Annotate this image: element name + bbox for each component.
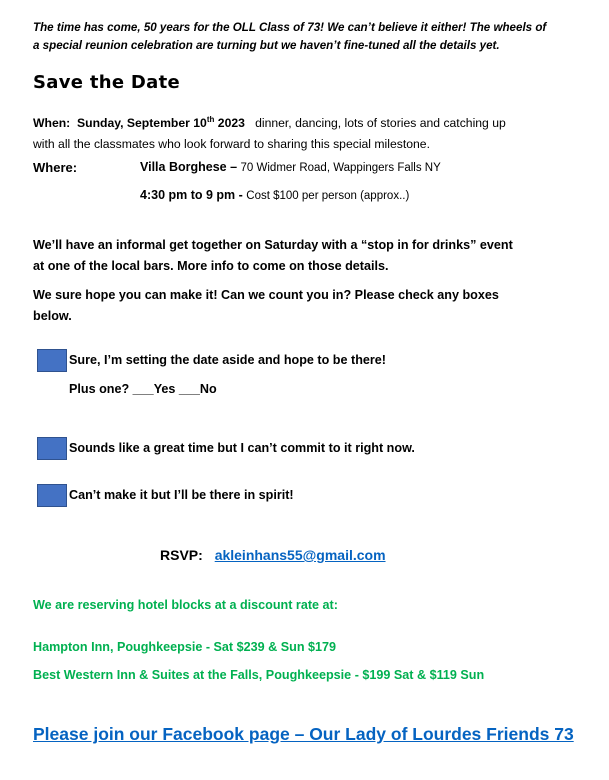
spirit-option-label: Can’t make it but I’ll be there in spirit! (69, 488, 294, 502)
hotel-heading: We are reserving hotel blocks at a discount rate at: (33, 598, 338, 612)
when-description: dinner, dancing, lots of stories and catching up (255, 116, 506, 130)
event-time: 4:30 pm to 9 pm - (140, 188, 243, 202)
page-title: Save the Date (33, 72, 181, 93)
maybe-checkbox[interactable] (37, 437, 67, 460)
when-section (33, 109, 578, 155)
when-date: Sunday, September 10th 2023 (77, 115, 245, 130)
venue-name: Villa Borghese – (140, 160, 238, 174)
hotel-best-western: Best Western Inn & Suites at the Falls, Poughkeepsie - $199 Sat & $119 Sun (33, 668, 485, 682)
attend-option-label: Sure, I’m setting the date aside and hope to be there! (69, 353, 386, 367)
rsvp-email-link[interactable]: akleinhans55@gmail.com (214, 547, 386, 563)
spirit-checkbox[interactable] (37, 484, 67, 507)
rsvp-label: RSVP: (160, 547, 203, 563)
where-time (140, 188, 409, 202)
hope-paragraph: We sure hope you can make it! Can we count you in? Please check any boxes below. (33, 288, 499, 323)
rsvp-line (160, 547, 386, 563)
hotel-hampton: Hampton Inn, Poughkeepsie - Sat $239 & Sun $179 (33, 640, 337, 654)
when-line-2: with all the classmates who look forward to sharing this special milestone. (33, 137, 430, 151)
facebook-link[interactable]: Please join our Facebook page – Our Lady of Lourdes Friends 73 (33, 724, 574, 744)
when-line-1 (33, 109, 578, 134)
event-cost: Cost $100 per person (approx..) (246, 190, 410, 202)
informal-paragraph: We’ll have an informal get together on Saturday with a “stop in for drinks” event at one of the local bars. More info to come on those details. (33, 238, 513, 273)
intro-line-1: The time has come, 50 years for the OLL Class of 73! We can’t believe it either! The wheels of (33, 21, 547, 34)
where-venue (140, 160, 441, 174)
when-label: When: (33, 116, 71, 130)
plus-one-text: Plus one? ___Yes ___No (69, 382, 217, 396)
attend-checkbox[interactable] (37, 349, 67, 372)
where-label: Where: (33, 160, 78, 175)
intro-line-2: a special reunion celebration are turning but we haven’t fine-tuned all the details yet. (33, 39, 500, 52)
intro-text (33, 19, 578, 55)
venue-address: 70 Widmer Road, Wappingers Falls NY (240, 162, 441, 174)
maybe-option-label: Sounds like a great time but I can’t commit to it right now. (69, 441, 415, 455)
